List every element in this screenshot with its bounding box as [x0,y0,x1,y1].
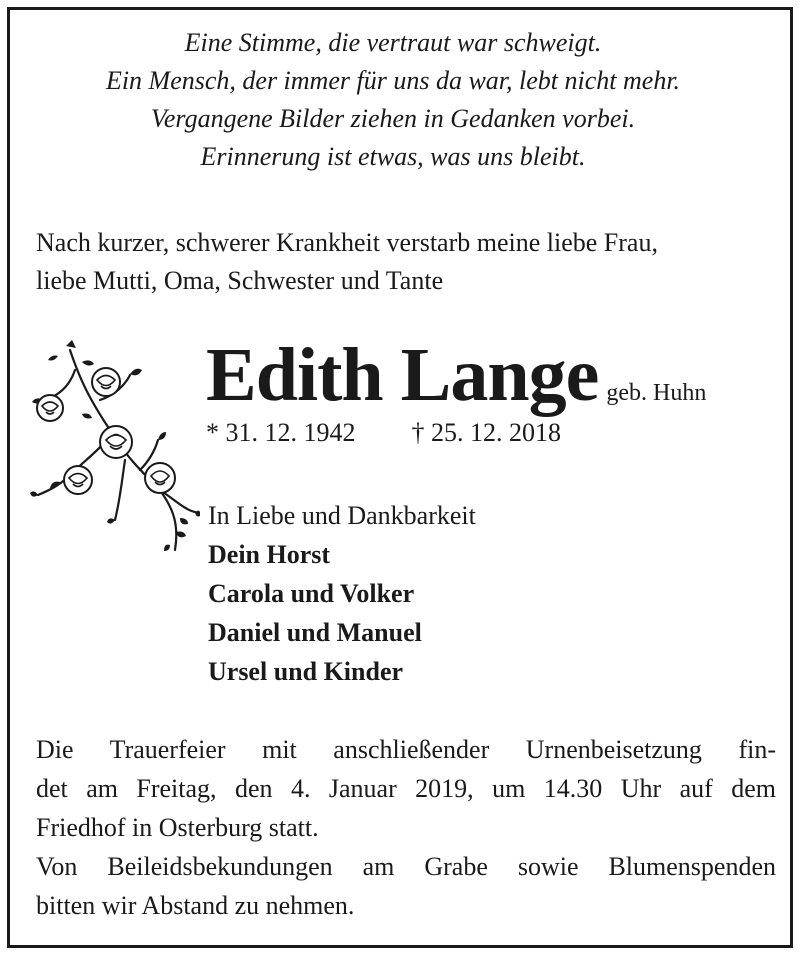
mourner-name: Daniel und Manuel [208,618,422,647]
memorial-poem [0,24,786,176]
deceased-name: Edith Lange [206,333,599,417]
deceased-name-row [206,330,706,420]
poem-line: Ein Mensch, der immer für uns da war, lebt nicht mehr. [105,66,681,95]
notice-line: Von Beileidsbekundungen am Grabe sowie Blumenspenden [36,852,776,881]
birth-date: * 31. 12. 1942 [206,418,356,447]
death-date: † 25. 12. 2018 [411,418,561,447]
notice-line: bitten wir Abstand zu nehmen. [36,891,355,920]
poem-line: Eine Stimme, die vertraut war schweigt. [184,28,602,57]
funeral-notice [36,730,776,925]
announcement-line: liebe Mutti, Oma, Schwester und Tante [36,266,444,295]
mourner-name: Dein Horst [208,540,331,569]
mourner-name: Ursel und Kinder [208,657,404,686]
death-announcement [36,224,776,300]
mourner-name: Carola und Volker [208,579,415,608]
maiden-name: geb. Huhn [606,380,707,406]
notice-line: Friedhof in Osterburg statt. [36,813,319,842]
notice-line: det am Freitag, den 4. Januar 2019, um 14.30 Uhr auf dem [36,774,776,803]
mourners-block [208,496,476,691]
poem-line: Erinnerung ist etwas, was uns bleibt. [200,142,586,171]
notice-line: Die Trauerfeier mit anschließender Urnenbeisetzung fin- [36,735,776,764]
mourners-intro: In Liebe und Dankbarkeit [208,501,476,530]
roses-icon [30,340,200,555]
poem-line: Vergangene Bilder ziehen in Gedanken vorbei. [150,104,636,133]
announcement-line: Nach kurzer, schwerer Krankheit verstarb meine liebe Frau, [36,228,658,257]
life-dates [206,414,561,452]
